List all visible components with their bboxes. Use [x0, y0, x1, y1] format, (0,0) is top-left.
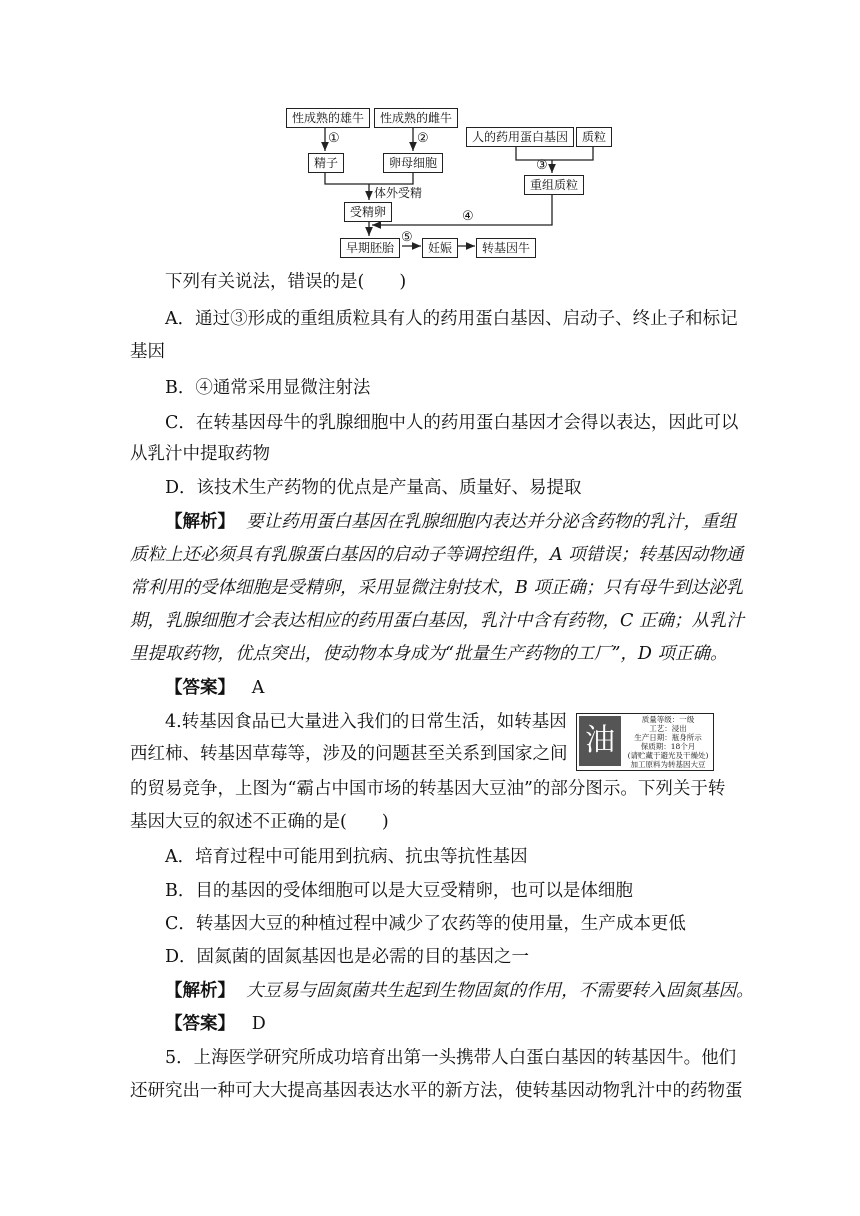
oil-label-info	[625, 715, 711, 769]
node-female-cow: 性成熟的雌牛	[374, 108, 458, 128]
q3-stem: 下列有关说法，错误的是( )	[165, 272, 407, 292]
step-2-label: ②	[417, 131, 429, 146]
label-ivf: 体外受精	[374, 186, 423, 200]
q5-stem-1: 5．上海医学研究所成功培育出第一头携带人白蛋白基因的转基因牛。他们	[165, 1048, 737, 1068]
step-1-label: ①	[328, 131, 340, 146]
q3-answer: A	[251, 678, 265, 698]
q3-analysis-line-3: 常利用的受体细胞是受精卵，采用显微注射技术，B 项正确；只有母牛到达泌乳	[130, 578, 744, 598]
oil-label-line: 生产日期：瓶身所示	[634, 733, 702, 742]
q4-analysis-line	[165, 980, 754, 1002]
q4-option-b: B．目的基因的受体细胞可以是大豆受精卵，也可以是体细胞	[165, 881, 633, 901]
node-recombinant-plasmid: 重组质粒	[524, 175, 584, 195]
q3-analysis-text-1: 要让药用蛋白基因在乳腺细胞内表达并分泌含药物的乳汁，重组	[246, 512, 737, 532]
q3-option-c-cont: 从乳汁中提取药物	[130, 444, 270, 464]
q4-stem-3: 的贸易竞争，上图为“霸占中国市场的转基因大豆油”的部分图示。下列关于转	[130, 779, 726, 799]
oil-label-line: 工艺：浸出	[649, 724, 687, 733]
node-male-cow: 性成熟的雄牛	[286, 108, 370, 128]
oil-character: 油	[579, 716, 621, 766]
q5-stem-2: 还研究出一种可大大提高基因表达水平的新方法，使转基因动物乳汁中的药物蛋	[130, 1081, 743, 1101]
q4-option-d: D．固氮菌的固氮基因也是必需的目的基因之一	[165, 947, 530, 967]
q4-stem-4: 基因大豆的叙述不正确的是( )	[130, 812, 389, 832]
node-plasmid: 质粒	[576, 127, 612, 147]
q4-answer: D	[251, 1014, 266, 1034]
transgenic-cow-flow-diagram	[0, 0, 860, 270]
q3-answer-line	[165, 677, 264, 699]
step-3-label: ③	[536, 158, 548, 173]
oil-label-line: 质量等级：一级	[641, 715, 695, 724]
q4-answer-line	[165, 1013, 266, 1035]
q4-analysis-tag: 【解析】	[165, 981, 235, 1001]
q3-analysis-line-5: 里提取药物，优点突出，使动物本身成为“批量生产药物的工厂”，D 项正确。	[130, 644, 728, 664]
soybean-oil-label-image	[576, 713, 714, 771]
oil-label-line: 保质期：18个月	[640, 742, 696, 751]
oil-label-line: (请贮藏于避光及干燥处)	[627, 751, 709, 760]
node-zygote: 受精卵	[344, 202, 392, 222]
q3-analysis-tag: 【解析】	[165, 512, 235, 532]
q4-stem-1: 4.转基因食品已大量进入我们的日常生活，如转基因	[165, 712, 567, 732]
q3-analysis-line-4: 期，乳腺细胞才会表达相应的药用蛋白基因，乳汁中含有药物，C 正确；从乳汁	[130, 611, 744, 631]
q3-answer-tag: 【答案】	[165, 678, 235, 698]
q3-option-a-cont: 基因	[130, 342, 165, 362]
node-sperm: 精子	[308, 153, 344, 173]
q4-answer-tag: 【答案】	[165, 1014, 235, 1034]
node-early-embryo: 早期胚胎	[340, 238, 400, 258]
step-4-label: ④	[462, 209, 474, 224]
diagram-connectors	[0, 0, 860, 270]
q4-option-a: A．培育过程中可能用到抗病、抗虫等抗性基因	[165, 847, 528, 867]
node-human-drug-gene: 人的药用蛋白基因	[466, 127, 574, 147]
q3-option-a: A．通过③形成的重组质粒具有人的药用蛋白基因、启动子、终止子和标记	[165, 309, 738, 329]
oil-label-line: 加工原料为转基因大豆	[630, 760, 706, 769]
q3-analysis-line-2: 质粒上还必须具有乳腺蛋白基因的启动子等调控组件，A 项错误；转基因动物通	[130, 545, 744, 565]
q3-option-c: C．在转基因母牛的乳腺细胞中人的药用蛋白基因才会得以表达，因此可以	[165, 413, 739, 433]
node-oocyte: 卵母细胞	[383, 153, 443, 173]
q3-option-b: B．④通常采用显微注射法	[165, 378, 371, 398]
q3-option-d: D．该技术生产药物的优点是产量高、质量好、易提取	[165, 478, 582, 498]
q4-option-c: C．转基因大豆的种植过程中减少了农药等的使用量，生产成本更低	[165, 914, 686, 934]
step-5-label: ⑤	[401, 230, 413, 245]
q3-analysis-line-1	[165, 511, 736, 533]
node-transgenic-cow: 转基因牛	[476, 238, 536, 258]
node-pregnancy: 妊娠	[422, 238, 458, 258]
q4-analysis-text: 大豆易与固氮菌共生起到生物固氮的作用，不需要转入固氮基因。	[246, 981, 754, 1001]
q4-stem-2: 西红柿、转基因草莓等，涉及的问题甚至关系到国家之间	[130, 744, 568, 764]
